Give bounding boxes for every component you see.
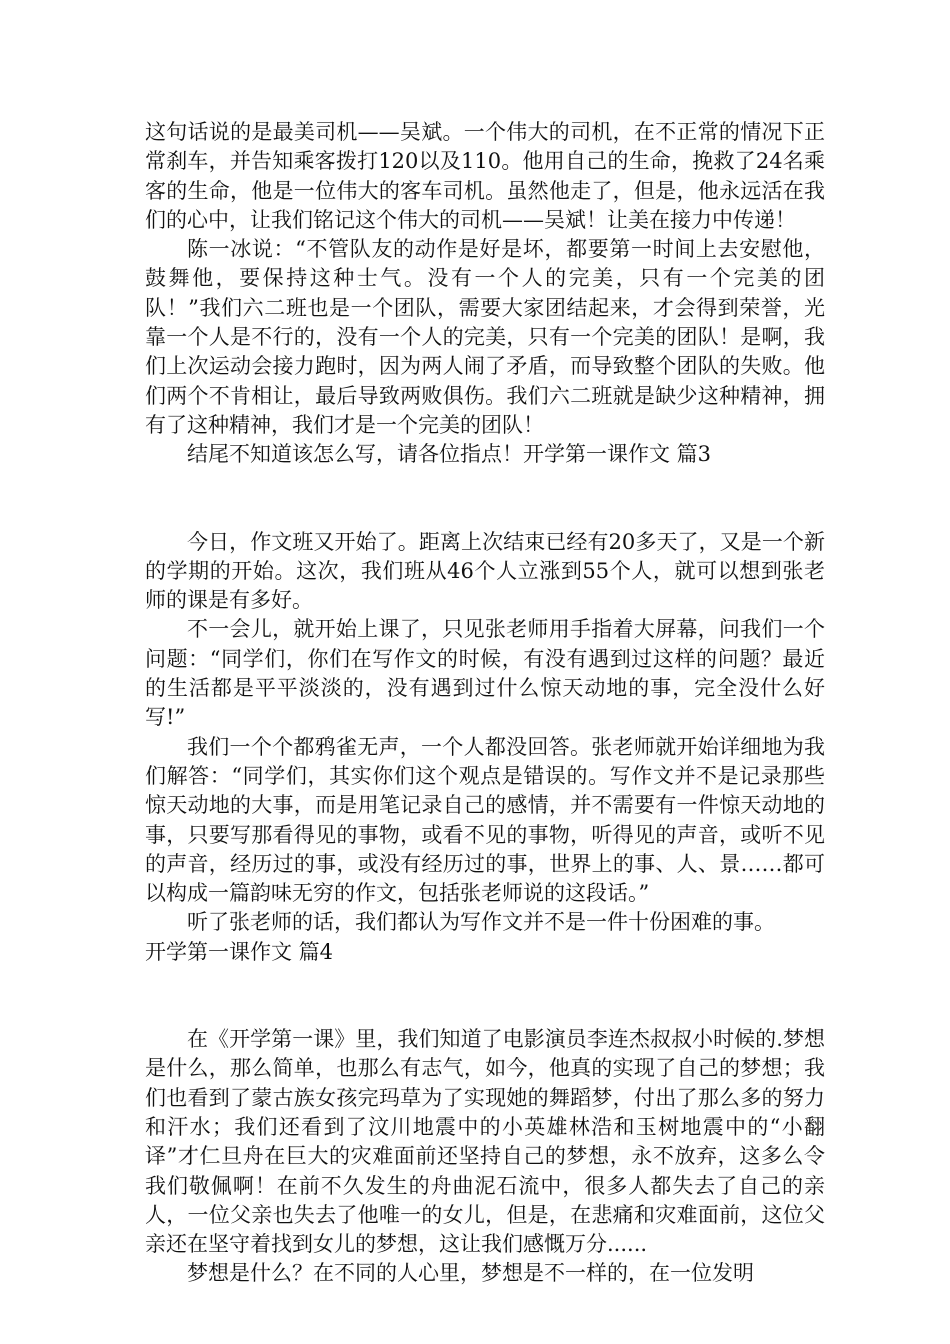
- paragraph-what-is-dream: 梦想是什么？在不同的人心里，梦想是不一样的，在一位发明: [187, 1261, 754, 1286]
- paragraph-writing-class: 今日，作文班又开始了。距离上次结束已经有20多天了，又是一个新的学期的开始。这次，我们班从46个人立涨到55个人，就可以想到张老师的课是有多好。: [145, 529, 825, 613]
- paragraph-ending-note: 结尾不知道该怎么写，请各位指点！开学第一课作文 篇3: [187, 442, 712, 467]
- paragraph-conclusion: 听了张老师的话，我们都认为写作文并不是一件十份困难的事。: [187, 910, 775, 935]
- document-page: [145, 118, 825, 1289]
- paragraph-chen-yibing: 陈一冰说：“不管队友的动作是好是坏，都要第一时间上去安慰他，鼓舞他，要保持这种士气。没有一个人的完美，只有一个完美的团队！”我们六二班也是一个团队，需要大家团结起来，才会得到荣誉，光靠一个人是不行的，没有一个人的完美，只有一个完美的团队！是啊，我们上次运动会接力跑时，因为两人闹了矛盾，而导致整个团队的失败。他们两个不肯相让，最后导致两败俱伤。我们六二班就是缺少这种精神，拥有了这种精神，我们才是一个完美的团队！: [145, 237, 825, 437]
- section-gap: [145, 470, 825, 528]
- essay-heading-4: 开学第一课作文 篇4: [145, 939, 334, 964]
- section-gap: [145, 967, 825, 1025]
- paragraph-teacher-question: 不一会儿，就开始上课了，只见张老师用手指着大屏幕，问我们一个问题：“同学们，你们在写作文的时候，有没有遇到过这样的问题？最近的生活都是平平淡淡的，没有遇到过什么惊天动地的事，完全没什么好写!”: [145, 617, 825, 730]
- paragraph-dreams: 在《开学第一课》里，我们知道了电影演员李连杰叔叔小时候的.梦想是什么，那么简单，也那么有志气，如今，他真的实现了自己的梦想；我们也看到了蒙古族女孩完玛草为了实现她的舞蹈梦，付出了那么多的努力和汗水；我们还看到了汶川地震中的小英雄林浩和玉树地震中的“小翻译”才仁旦舟在巨大的灾难面前还坚持自己的梦想，永不放弃，这多么令我们敬佩啊！在前不久发生的舟曲泥石流中，很多人都失去了自己的亲人，一位父亲也失去了他唯一的女儿，但是，在悲痛和灾难面前，这位父亲还在坚守着找到女儿的梦想，这让我们感慨万分......: [145, 1027, 825, 1257]
- paragraph-wu-bin: 这句话说的是最美司机——吴斌。一个伟大的司机，在不正常的情况下正常刹车，并告知乘客拨打120以及110。他用自己的生命，挽救了24名乘客的生命，他是一位伟大的客车司机。虽然他走了，但是，他永远活在我们的心中，让我们铭记这个伟大的司机——吴斌！让美在接力中传递！: [145, 120, 825, 232]
- paragraph-teacher-answer: 我们一个个都鸦雀无声，一个人都没回答。张老师就开始详细地为我们解答：“同学们，其实你们这个观点是错误的。写作文并不是记录那些惊天动地的大事，而是用笔记录自己的感情，并不需要有一件惊天动地的事，只要写那看得见的事物，或看不见的事物，听得见的声音，或听不见的声音，经历过的事，或没有经历过的事，世界上的事、人、景……都可以构成一篇韵味无穷的作文，包括张老师说的这段话。”: [145, 734, 825, 906]
